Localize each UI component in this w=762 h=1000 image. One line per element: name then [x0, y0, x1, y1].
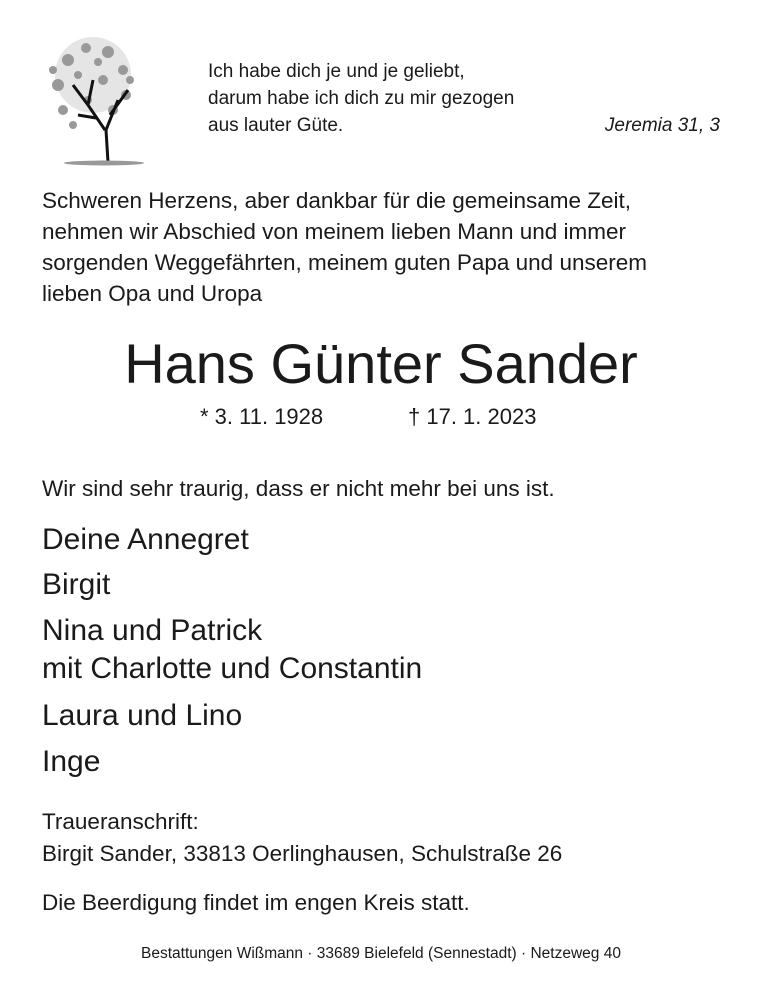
- tree-icon: [38, 30, 148, 170]
- statement: Wir sind sehr traurig, dass er nicht mehr bei uns ist.: [42, 476, 555, 501]
- funeral-note: Die Beerdigung findet im engen Kreis statt.: [42, 890, 470, 915]
- intro-line: nehmen wir Abschied von meinem lieben Mann und immer: [42, 219, 627, 244]
- verse-line: darum habe ich dich zu mir gezogen: [208, 88, 515, 109]
- death-date: † 17. 1. 2023: [408, 404, 537, 429]
- verse-line: aus lauter Güte.: [208, 115, 344, 136]
- intro-line: Schweren Herzens, aber dankbar für die gemeinsame Zeit,: [42, 188, 632, 213]
- mourner: Laura und Lino: [42, 699, 243, 732]
- mourner: Nina und Patrick: [42, 614, 263, 647]
- deceased-name: Hans Günter Sander: [124, 332, 638, 395]
- address-value: Birgit Sander, 33813 Oerlinghausen, Schulstraße 26: [42, 841, 563, 866]
- address-label: Traueranschrift:: [42, 809, 199, 834]
- mourner: Deine Annegret: [42, 523, 249, 556]
- birth-date: * 3. 11. 1928: [200, 404, 324, 429]
- mourner: Birgit: [42, 568, 111, 601]
- verse-line: Ich habe dich je und je geliebt,: [208, 61, 465, 82]
- intro-line: sorgenden Weggefährten, meinem guten Papa und unserem: [42, 250, 647, 275]
- footer-undertaker: Bestattungen Wißmann · 33689 Bielefeld (Sennestadt) · Netzeweg 40: [141, 945, 621, 962]
- verse-reference: Jeremia 31, 3: [604, 115, 720, 136]
- mourner: Inge: [42, 745, 101, 778]
- intro-line: lieben Opa und Uropa: [42, 281, 263, 306]
- mourner: mit Charlotte und Constantin: [42, 652, 423, 685]
